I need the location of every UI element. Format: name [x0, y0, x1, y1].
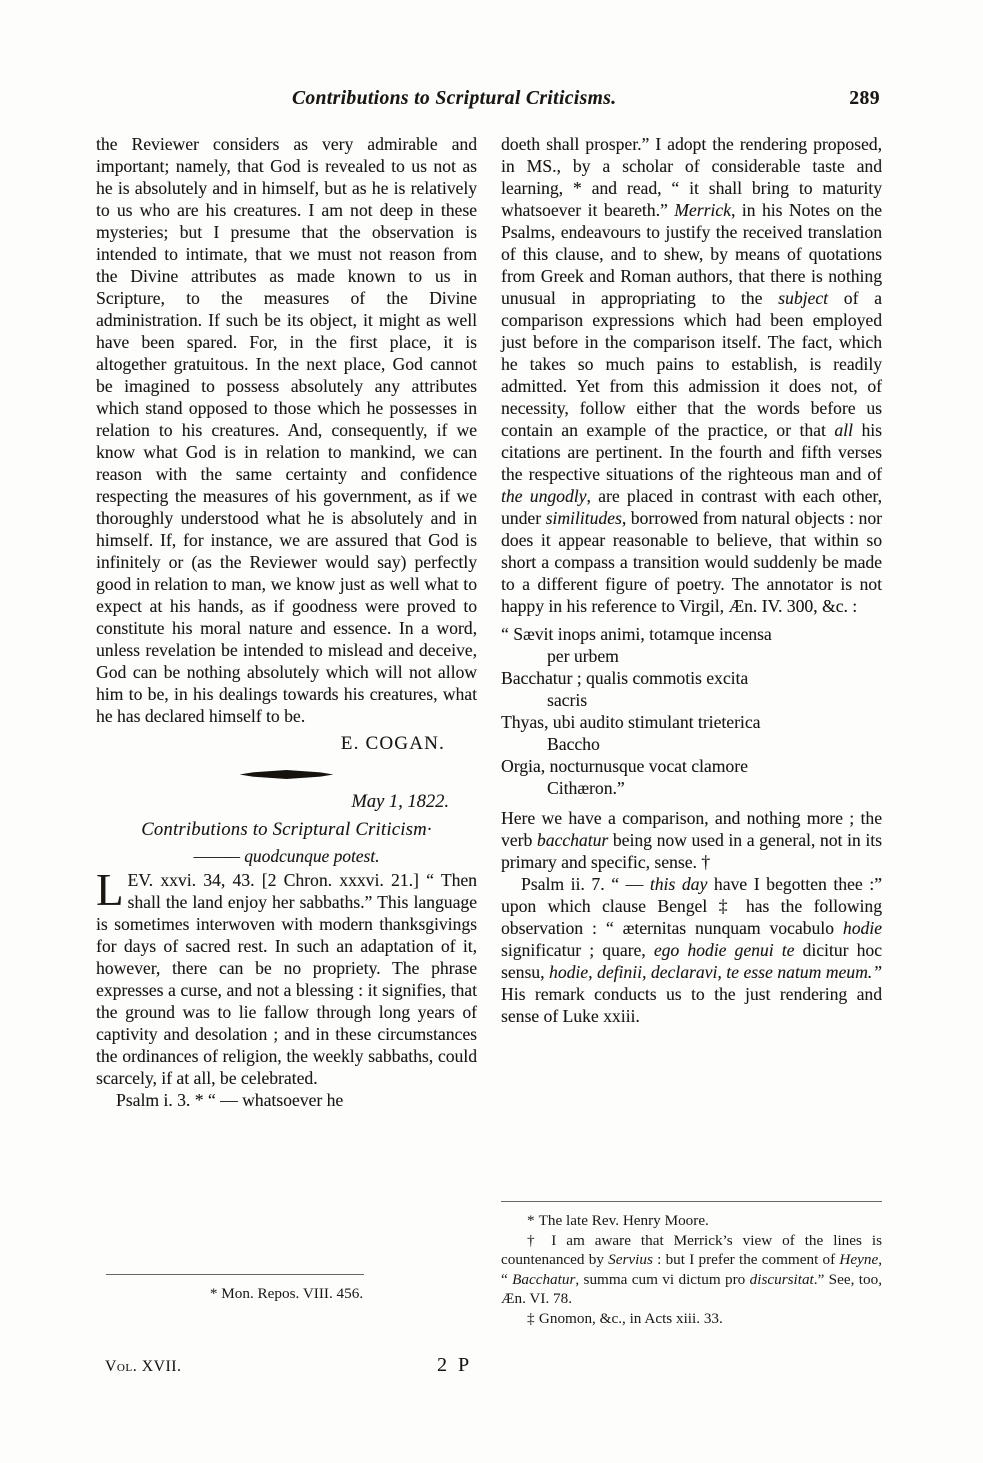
- verse-line: Thyas, ubi audito stimulant trieterica: [501, 712, 761, 732]
- ornament-rule-icon: [240, 770, 334, 779]
- left-column: [96, 133, 477, 1302]
- rc-p2-bacchatur: bacchatur: [536, 830, 609, 850]
- page-colophon: [96, 1354, 923, 1384]
- footnote-right-2-text-e: .” See, too, Æn. VI. 78.: [501, 1270, 882, 1308]
- author-signature: E. COGAN.: [340, 733, 445, 754]
- section-motto: ——— quodcunque potest.: [193, 846, 380, 866]
- rc-p2-seg-a: Here we have a comparison, and nothing more ; the verb: [501, 808, 882, 850]
- running-head: [96, 88, 923, 118]
- rc-p1-similitudes: similitudes: [545, 508, 622, 528]
- left-body-paragraph: the Reviewer considers as very admirable and important; namely, that God is revealed to us not as he is absolutely and in himself, but as he is relatively to us who are his creatures. I am not deep in these mysteries; but I presume that the observation is intended to intimate, that we must not reason from the Divine attributes as made known to us in Scripture, to the measures of the Divine administration. If such be its object, it might as well have been spared. For, in the first place, it is altogether gratuitous. In the next place, God cannot be imagined to possess absolutely any attributes which stand opposed to those which he possesses in relation to his creatures. And, consequently, if we know what God is in relation to mankind, we can reason with the same certainty and confidence respecting the measures of his government, as if we thoroughly understood what he is absolutely and in himself. If, for instance, we are assured that God is infinitely or (as the Reviewer would say) perfectly good in relation to man, we know just as well what to expect at his hands, as if goodness were proved to constitute his moral nature and essence. In a word, unless revelation be intended to mislead and deceive, God can be nothing absolutely which will not allow him to be, in his dealings towards his creatures, what he has declared himself to be.: [96, 134, 477, 726]
- footnote-right-2-servius: Servius: [608, 1251, 653, 1269]
- right-body-paragraph-1: [501, 133, 882, 617]
- rc-p1-seg-b: , in his Notes on the Psalms, endeavours to justify the received translation of this clause, and to shew, by means of quotations from Greek and Roman authors, that there is nothing unusual in appropriating to the: [501, 200, 882, 308]
- footnote-right-2-text-c: , “: [501, 1251, 882, 1288]
- footnote-separator-rule: [501, 1201, 882, 1202]
- article-scripture-reference: EV. xxvi. 34, 43. [2 Chron. xxxvi. 21.]: [127, 870, 419, 890]
- rc-p1-seg-d: his citations are pertinent. In the fourth and fifth verses the respective situations of the righteous man and of: [501, 420, 882, 484]
- footnote-marker-dagger: †: [527, 1231, 542, 1249]
- virgil-quotation-block: [501, 623, 882, 799]
- rc-p1-seg-e: , are placed in contrast with each other, under: [501, 486, 882, 528]
- dateline: May 1, 1822.: [351, 792, 449, 812]
- right-body-paragraph-2: [501, 807, 882, 873]
- verse-line: Orgia, nocturnusque vocat clamore: [501, 756, 748, 776]
- footnote-right-2-text-d: , summa cum vi dictum pro: [575, 1270, 750, 1288]
- rc-p1-seg-a: doeth shall prosper.” I adopt the rendering proposed, in MS., by a scholar of considerable taste and learning, * and read, “ it shall bring to maturity whatsoever it beareth.”: [501, 134, 882, 220]
- signature-mark: 2 P: [437, 1354, 473, 1376]
- rc-p1-seg-c: of a comparison expressions which had been employed just before in the comparison itself. The fact, which he takes so much pains to establish, is readily admitted. Yet from this admission it does not, of necessity, follow either that the words before us contain an example of the practice, or that: [501, 288, 882, 440]
- footnote-marker-double-dagger: ‡: [527, 1309, 536, 1327]
- right-column: [501, 133, 882, 1327]
- footnote-right-1: [501, 1211, 882, 1231]
- footnote-right-2-discursitat: discursitat: [749, 1270, 814, 1288]
- rc-p3-seg-e: His remark conducts us to the just rendering and sense of Luke xxiii.: [501, 984, 882, 1026]
- footnote-right-2: [501, 1231, 882, 1309]
- footnote-right-2-heyne: Heyne: [839, 1251, 879, 1269]
- footnote-right-3: [501, 1309, 882, 1329]
- verse-line: Bacchatur ; qualis commotis excita: [501, 668, 749, 688]
- right-body-paragraph-3: [501, 873, 882, 1027]
- rc-p3-seg-d: dicitur hoc sensu,: [501, 940, 882, 982]
- running-head-title: Contributions to Scriptural Criticisms.: [292, 88, 617, 109]
- drop-cap-letter: L: [96, 865, 123, 915]
- footnote-right-2-text-a: I am aware that Merrick’s view of the lines is countenanced by: [501, 1231, 882, 1269]
- verse-line: Baccho: [547, 734, 600, 754]
- psalm-reference-line: Psalm i. 3. * “ — whatsoever he: [116, 1090, 344, 1110]
- footnote-right-2-text-b: : but I prefer the comment of: [652, 1251, 840, 1269]
- rc-p1-subject: subject: [778, 288, 829, 308]
- rc-p1-merrick: Merrick: [674, 200, 731, 220]
- article-opening-text: “ Then shall the land enjoy her sabbaths.” This language is sometimes interwoven with modern thanksgivings for days of sacred rest. In such an adaptation of it, however, there can be no propriety. The phrase expresses a curse, and not a blessing : it signifies, that the ground was to lie fallow through long years of captivity and desolation ; and in these circumstances the ordinances of religion, the weekly sabbaths, could scarcely, if at all, be celebrated.: [96, 870, 477, 1088]
- page-folio-number: 289: [849, 88, 880, 109]
- article-opening-paragraph: [96, 865, 477, 1089]
- right-footnote-block: [501, 1201, 882, 1329]
- footnote-right-1-text: The late Rev. Henry Moore.: [535, 1212, 709, 1229]
- verse-line: Cithæron.”: [547, 778, 625, 798]
- footnote-separator-rule: [106, 1274, 364, 1275]
- rc-p1-seg-f: , borrowed from natural objects : nor does it appear reasonable to believe, that within so short a compass a transition would suddenly be made to a different figure of poetry. The annotator is not happy in his reference to Virgil, Æn. IV. 300, &c. :: [501, 508, 882, 616]
- verse-line: per urbem: [547, 646, 619, 666]
- footnote-marker-asterisk: *: [527, 1212, 536, 1229]
- rc-p2-seg-b: being now used in a general, not in its primary and specific, sense. †: [501, 830, 882, 872]
- rc-p3-seg-a: Psalm ii. 7. “ —: [521, 874, 650, 894]
- rc-p3-seg-c: significatur ; quare,: [501, 940, 654, 960]
- rc-p3-hodie: hodie: [842, 918, 882, 938]
- rc-p3-seg-b: have I begotten thee :” upon which clause Bengel ‡ has the following observation : “ æternitas nunquam vocabulo: [501, 874, 882, 938]
- footnote-right-3-text: Gnomon, &c., in Acts xiii. 33.: [535, 1309, 723, 1327]
- section-title: Contributions to Scriptural Criticism·: [141, 819, 432, 840]
- rc-p1-all: all: [834, 420, 853, 440]
- left-footnote-block: [96, 1274, 477, 1304]
- volume-label: Vol. XVII.: [105, 1358, 182, 1375]
- verse-line: sacris: [547, 690, 588, 710]
- rc-p3-egohodie: ego hodie genui te: [653, 940, 795, 960]
- rc-p1-ungodly: the ungodly: [501, 486, 587, 506]
- footnote-right-2-bacchatur: Bacchatur: [512, 1270, 576, 1288]
- footnote-left-1: * Mon. Repos. VIII. 456.: [209, 1285, 364, 1302]
- rc-p3-thisday: this day: [649, 874, 708, 894]
- verse-line: “ Sævit inops animi, totamque incensa: [501, 624, 772, 644]
- rc-p3-latin-clause: hodie, definii, declaravi, te esse natum meum.”: [549, 962, 882, 982]
